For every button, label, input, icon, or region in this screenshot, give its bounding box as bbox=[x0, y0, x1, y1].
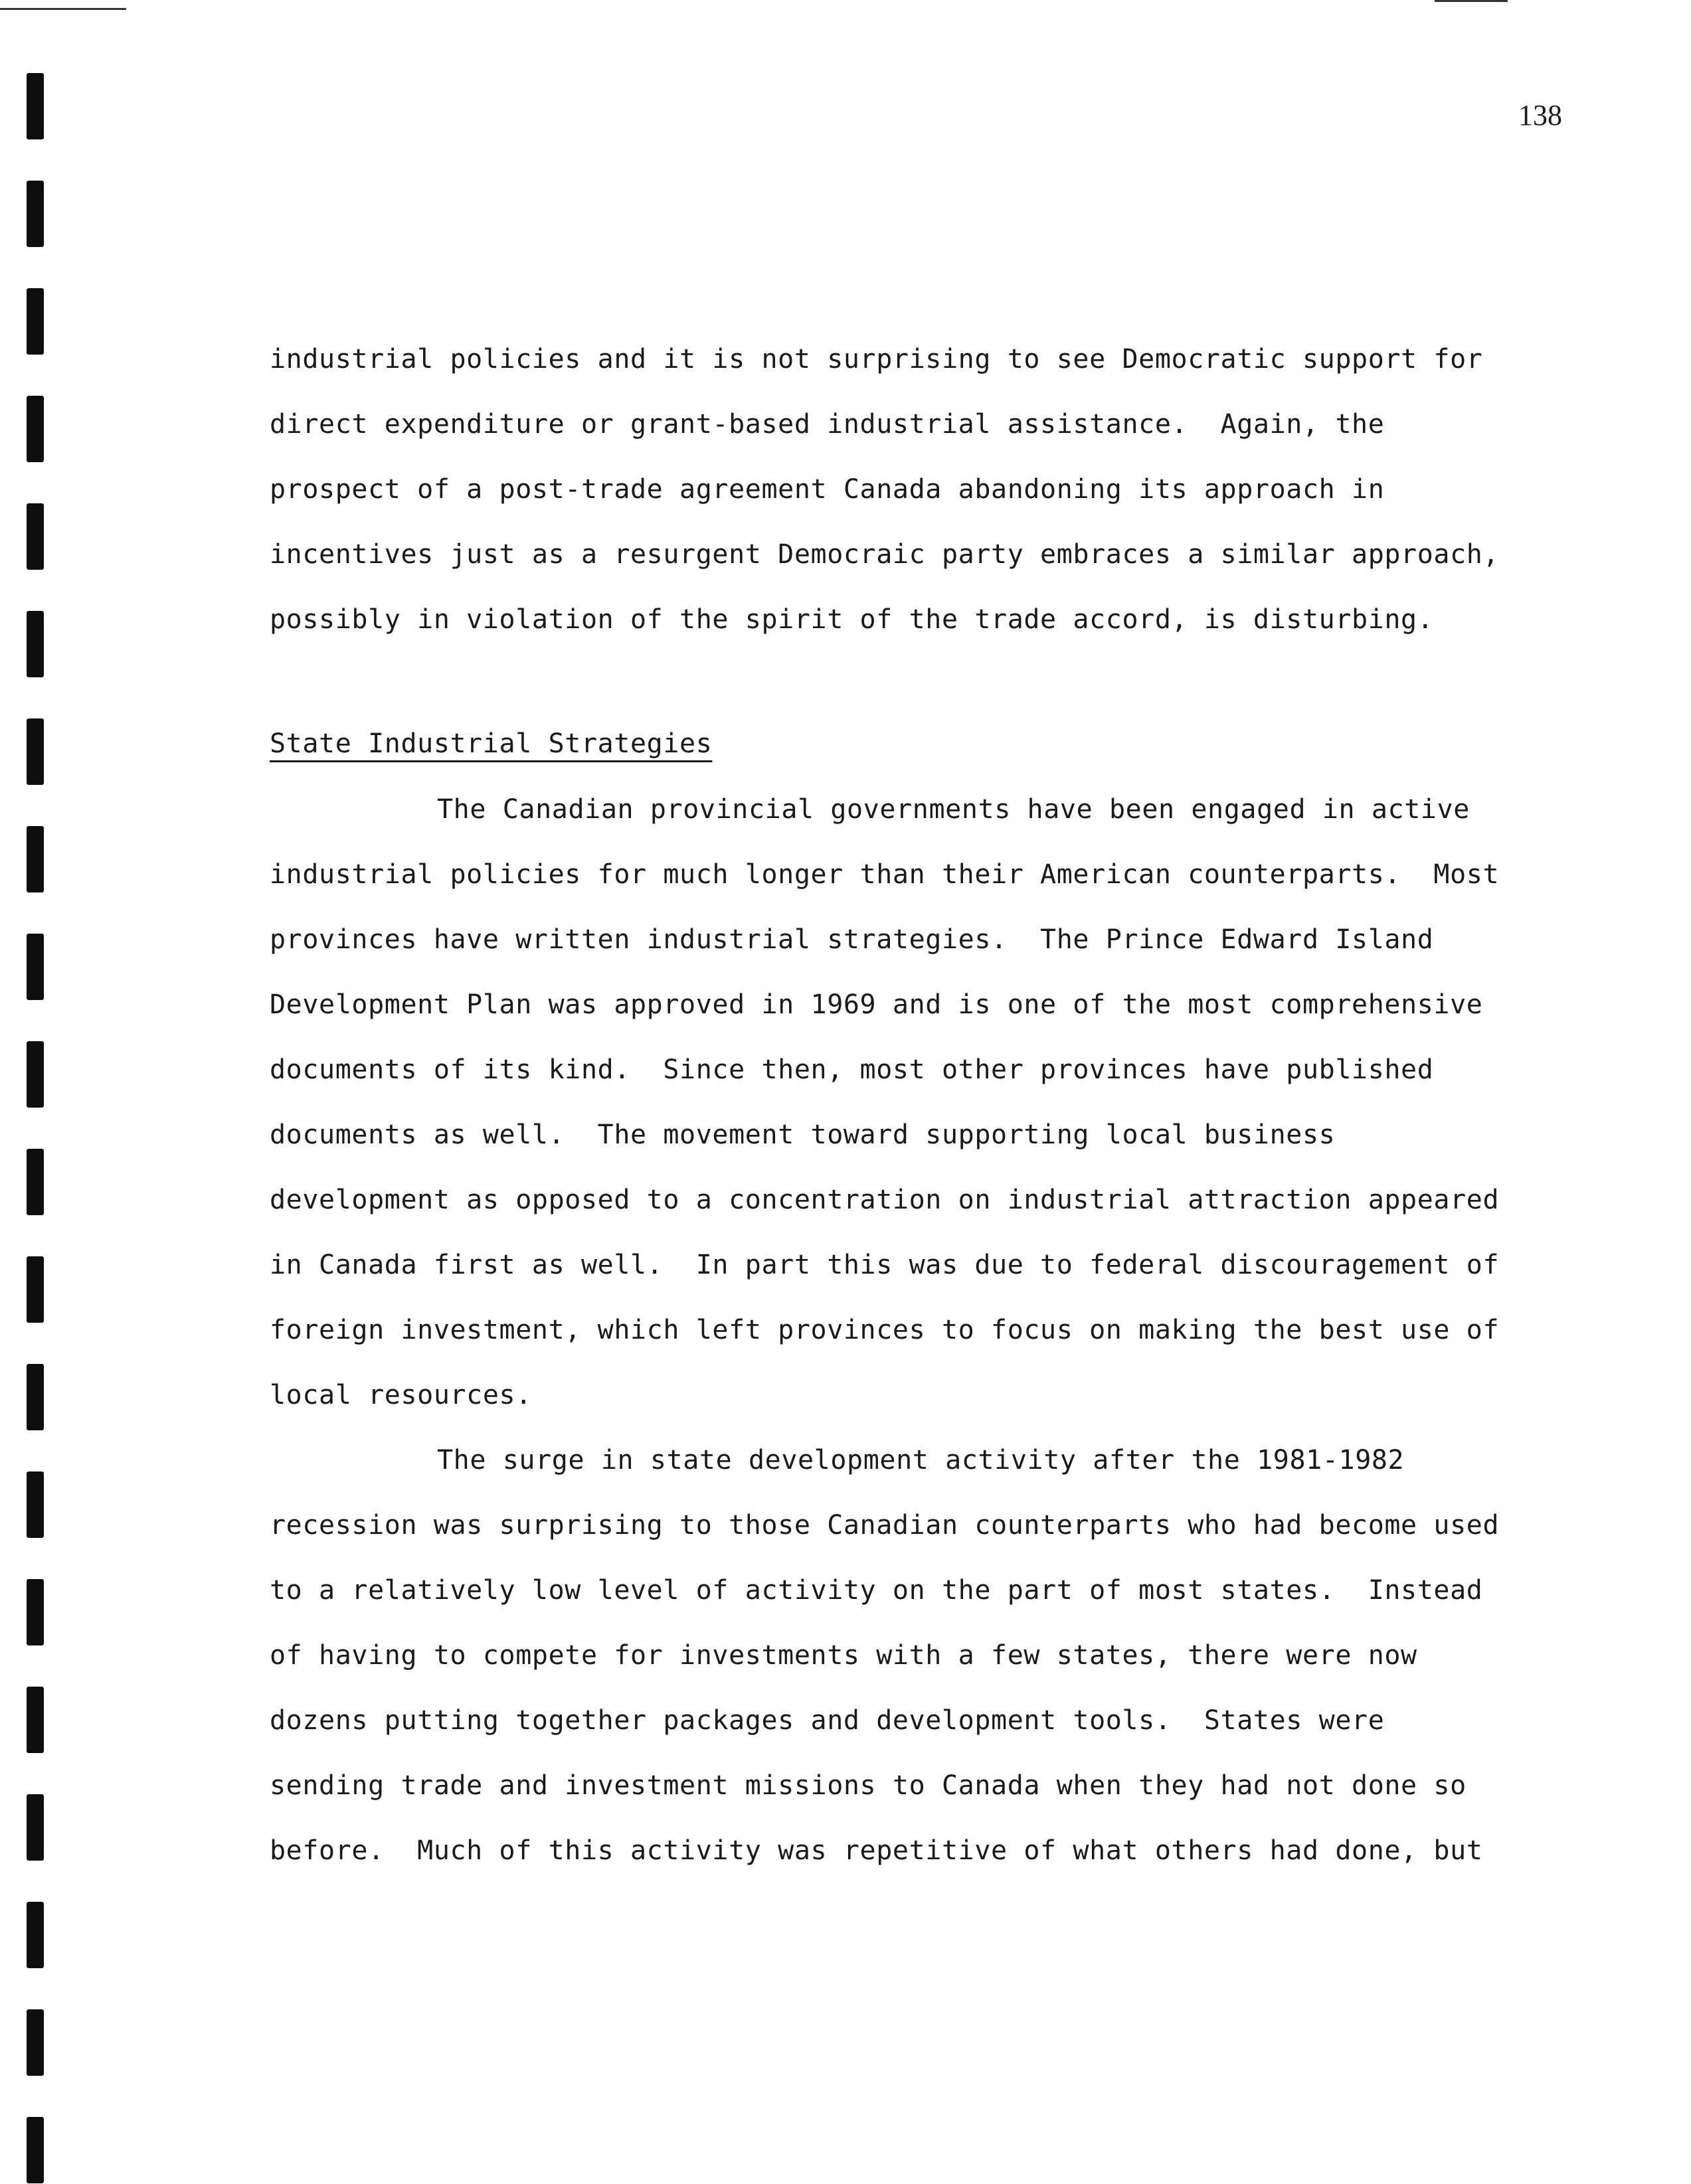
text-line: to a relatively low level of activity on the part of most states. Instead bbox=[270, 1575, 1483, 1606]
punch-mark bbox=[27, 611, 44, 677]
text-line: prospect of a post-trade agreement Canada abandoning its approach in bbox=[270, 474, 1385, 505]
punch-mark bbox=[27, 2009, 44, 2076]
punch-mark bbox=[27, 1579, 44, 1645]
punch-mark bbox=[27, 826, 44, 892]
text-line: foreign investment, which left provinces to focus on making the best use of bbox=[270, 1315, 1500, 1345]
punch-mark bbox=[27, 1256, 44, 1323]
text-line: Development Plan was approved in 1969 and is one of the most comprehensive bbox=[270, 989, 1483, 1020]
text-line: The surge in state development activity after the 1981-1982 bbox=[437, 1445, 1405, 1475]
punch-mark bbox=[27, 1471, 44, 1538]
punch-mark bbox=[27, 1041, 44, 1108]
punch-mark bbox=[27, 396, 44, 462]
binding-punch-marks bbox=[27, 73, 46, 2178]
text-line: recession was surprising to those Canadian counterparts who had become used bbox=[270, 1510, 1500, 1541]
text-line: before. Much of this activity was repetitive of what others had done, but bbox=[270, 1835, 1483, 1866]
punch-mark bbox=[27, 1902, 44, 1968]
scan-top-rule-right bbox=[1435, 0, 1508, 2]
text-line: industrial policies and it is not surprising to see Democratic support for bbox=[270, 344, 1483, 375]
text-line: sending trade and investment missions to Canada when they had not done so bbox=[270, 1770, 1467, 1801]
punch-mark bbox=[27, 1687, 44, 1753]
punch-mark bbox=[27, 1794, 44, 1861]
punch-mark bbox=[27, 181, 44, 247]
scan-top-rule-left bbox=[0, 8, 126, 10]
punch-mark bbox=[27, 718, 44, 785]
text-line: industrial policies for much longer than their American counterparts. Most bbox=[270, 859, 1500, 890]
punch-mark bbox=[27, 934, 44, 1000]
punch-mark bbox=[27, 1364, 44, 1430]
section-heading: State Industrial Strategies bbox=[270, 728, 713, 759]
section-paragraph-2 bbox=[270, 1428, 1505, 1883]
text-line: incentives just as a resurgent Democraic party embraces a similar approach, bbox=[270, 539, 1500, 570]
text-line: direct expenditure or grant-based industrial assistance. Again, the bbox=[270, 409, 1385, 440]
text-line: in Canada first as well. In part this was due to federal discouragement of bbox=[270, 1250, 1500, 1280]
page-number: 138 bbox=[1518, 99, 1562, 131]
section-paragraph-1 bbox=[270, 777, 1505, 1428]
continued-paragraph bbox=[270, 327, 1505, 652]
text-line: development as opposed to a concentration on industrial attraction appeared bbox=[270, 1185, 1500, 1215]
punch-mark bbox=[27, 503, 44, 570]
punch-mark bbox=[27, 288, 44, 355]
punch-mark bbox=[27, 2117, 44, 2183]
text-line: local resources. bbox=[270, 1380, 532, 1410]
text-line: possibly in violation of the spirit of the trade accord, is disturbing. bbox=[270, 604, 1434, 635]
text-line: The Canadian provincial governments have been engaged in active bbox=[437, 794, 1470, 825]
punch-mark bbox=[27, 73, 44, 139]
text-line: documents of its kind. Since then, most other provinces have published bbox=[270, 1054, 1434, 1085]
text-line: dozens putting together packages and development tools. States were bbox=[270, 1705, 1385, 1736]
text-line: documents as well. The movement toward supporting local business bbox=[270, 1120, 1336, 1150]
text-line: of having to compete for investments with a few states, there were now bbox=[270, 1640, 1417, 1671]
text-line: provinces have written industrial strategies. The Prince Edward Island bbox=[270, 924, 1434, 955]
punch-mark bbox=[27, 1149, 44, 1215]
